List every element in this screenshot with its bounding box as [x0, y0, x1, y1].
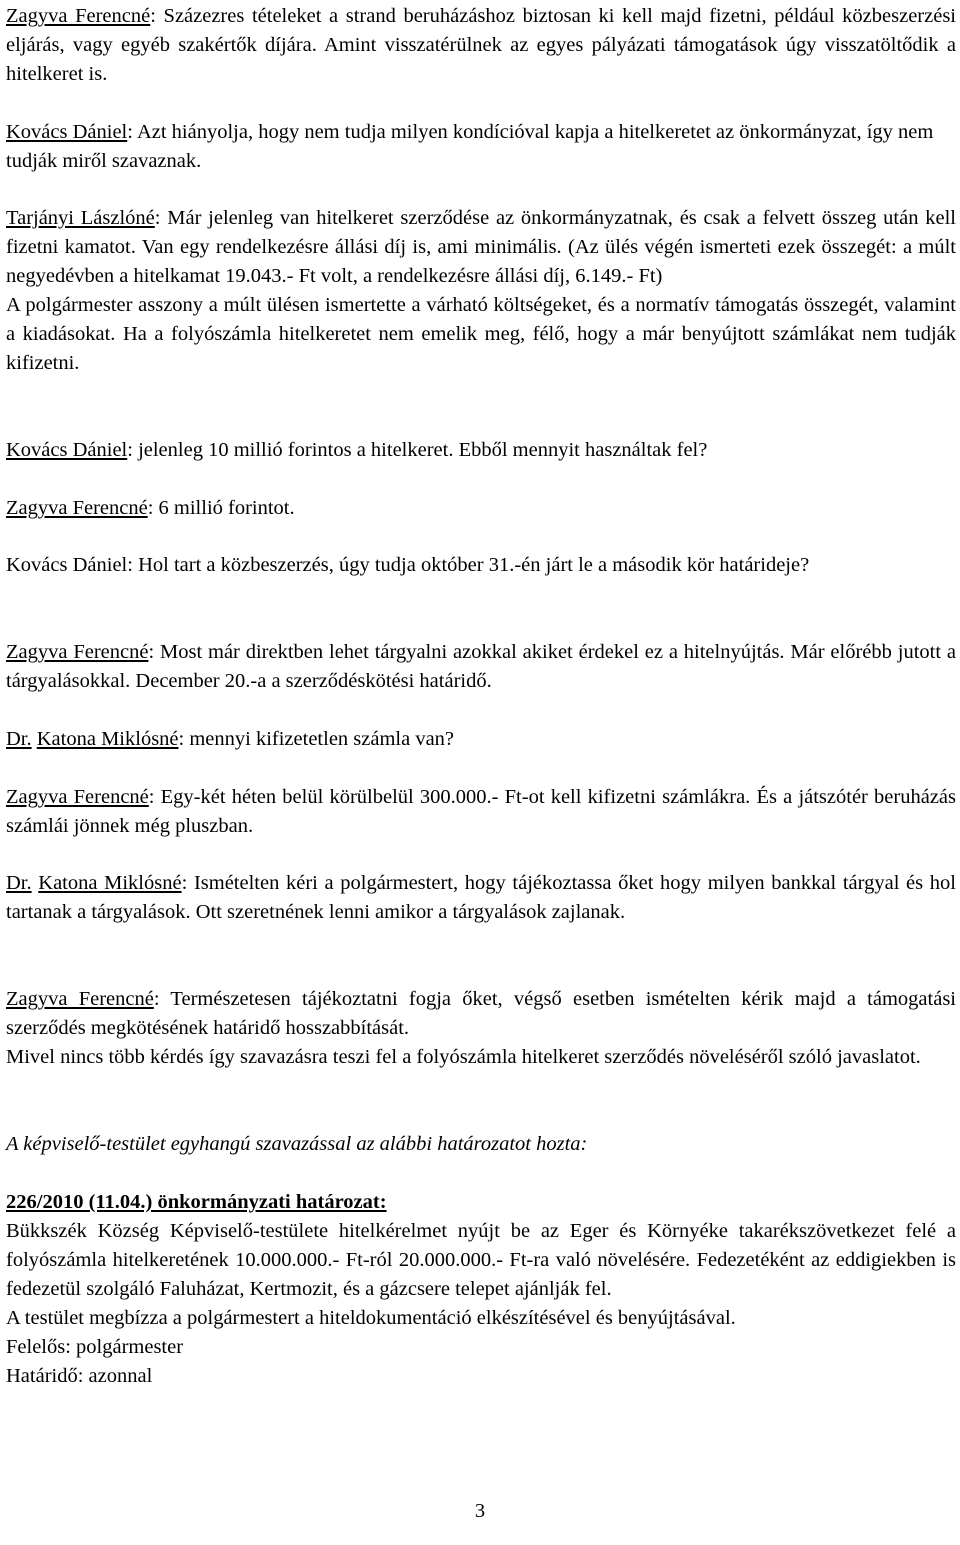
paragraph-text: : Százezres tételeket a strand beruházáshoz biztosan ki kell majd fizetni, például közbeszerzési eljárás, vagy egyéb szakértők díjára. Amint visszatérülnek az egyes pályázati támogatások úgy visszatöltődik a hitelkeret is.: [6, 5, 956, 85]
paragraph-tarjanyi-continuation: A polgármester asszony a múlt ülésen ismertette a várható költségeket, és a normatív támogatás összegét, valamint a kiadásokat. Ha a folyószámla hitelkeretet nem emelik meg, félő, hogy a már benyújtott számlákat nem tudják kifizetni.: [6, 294, 956, 374]
speaker-name: Zagyva Ferencné: [6, 786, 149, 808]
paragraph-text: : Egy-két héten belül körülbelül 300.000.- Ft-ot kell kifizetni számlákra. És a játszótér beruházás számlái jönnek még pluszban.: [6, 786, 957, 837]
resolution-responsible: Felelős: polgármester: [6, 1336, 184, 1358]
speaker-name: Kovács Dániel: [6, 121, 128, 143]
paragraph-zagyva-5: [6, 985, 956, 1072]
paragraph-zagyva-4: [6, 783, 956, 841]
speaker-name: Katona Miklósné: [38, 872, 182, 894]
paragraph-kovacs-2: [6, 436, 956, 465]
paragraph-katona-2: [6, 869, 956, 927]
vote-note: A képviselő-testület egyhangú szavazással az alábbi határozatot hozta:: [6, 1133, 588, 1155]
page-number: 3: [474, 1500, 486, 1522]
paragraph-katona-1: [6, 725, 956, 754]
speaker-name: Kovács Dániel: [6, 439, 128, 461]
paragraph-zagyva-3: [6, 638, 956, 696]
paragraph-text: : Természetesen tájékoztatni fogja őket, végső esetben ismételten kérik majd a támogatási szerződés megkötésének határidő hosszabbítását.: [6, 988, 956, 1039]
speaker-name: Zagyva Ferencné: [6, 641, 149, 663]
paragraph-zagyva-5-continuation: Mivel nincs több kérdés így szavazásra teszi fel a folyószámla hitelkeret szerződés növeléséről szóló javaslatot.: [6, 1046, 921, 1068]
paragraph-text: : Most már direktben lehet tárgyalni azokkal akiket érdekel ez a hitelnyújtás. Már előrébb jutott a tárgyalásokkal. December 20.-a a szerződéskötési határidő.: [6, 641, 956, 692]
paragraph-zagyva-2: [6, 494, 956, 523]
resolution-mandate: A testület megbízza a polgármestert a hiteldokumentáció elkészítésével és benyújtásával.: [6, 1307, 736, 1329]
paragraph-text: : jelenleg 10 millió forintos a hitelkeret. Ebből mennyit használtak fel?: [127, 439, 708, 461]
speaker-name: Katona Miklósné: [36, 728, 179, 750]
paragraph-tarjanyi-main: [6, 204, 956, 291]
paragraph-kovacs-3: Kovács Dániel: Hol tart a közbeszerzés, úgy tudja október 31.-én járt le a második kör határideje?: [6, 554, 810, 576]
paragraph-text: : mennyi kifizetetlen számla van?: [178, 728, 455, 750]
resolution: [6, 1188, 956, 1391]
speaker-name: Zagyva Ferencné: [6, 988, 154, 1010]
paragraph-text: : Már jelenleg van hitelkeret szerződése az önkormányzatnak, és csak a felvett összeg után kell fizetni kamatot. Van egy rendelkezésre állási díj is, ami minimális. (Az ülés végén ismerteti ezek összegét: a múlt negyedévben a hitelkamat 19.043.- Ft volt, a rendelkezésre állási díj, 6.149.- Ft): [6, 207, 956, 287]
paragraph-kovacs-1: [6, 118, 956, 176]
speaker-name: Zagyva Ferencné: [6, 497, 148, 519]
speaker-title: Dr.: [6, 872, 32, 894]
speaker-name: Tarjányi Lászlóné: [6, 207, 155, 229]
paragraph-zagyva-1: [6, 2, 956, 89]
resolution-deadline: Határidő: azonnal: [6, 1365, 153, 1387]
paragraph-text: : Azt hiányolja, hogy nem tudja milyen kondícióval kapja a hitelkeretet az önkormányzat, így nem tudják miről szavaznak.: [6, 121, 934, 172]
paragraph-tarjanyi: [6, 204, 956, 378]
speaker-name: Zagyva Ferencné: [6, 5, 151, 27]
speaker-title: Dr.: [6, 728, 32, 750]
resolution-title: 226/2010 (11.04.) önkormányzati határozat:: [6, 1191, 387, 1213]
resolution-body: Bükkszék Község Képviselő-testülete hitelkérelmet nyújt be az Eger és Környéke takarékszövetkezet felé a folyószámla hitelkeretének 10.000.000.- Ft-ról 20.000.000.- Ft-ra való növelésére. Fedezetéként az eddigiekben is fedezetül szolgáló Faluházat, Kertmozit, és a gázcsere telepet ajánlják fel.: [6, 1220, 956, 1300]
paragraph-zagyva-5-main: [6, 985, 956, 1043]
paragraph-text: : Ismételten kéri a polgármestert, hogy tájékoztassa őket hogy milyen bankkal tárgyal és hol tartanak a tárgyalások. Ott szeretnének lenni amikor a tárgyalások zajlanak.: [6, 872, 956, 923]
paragraph-text: : 6 millió forintot.: [147, 497, 295, 519]
